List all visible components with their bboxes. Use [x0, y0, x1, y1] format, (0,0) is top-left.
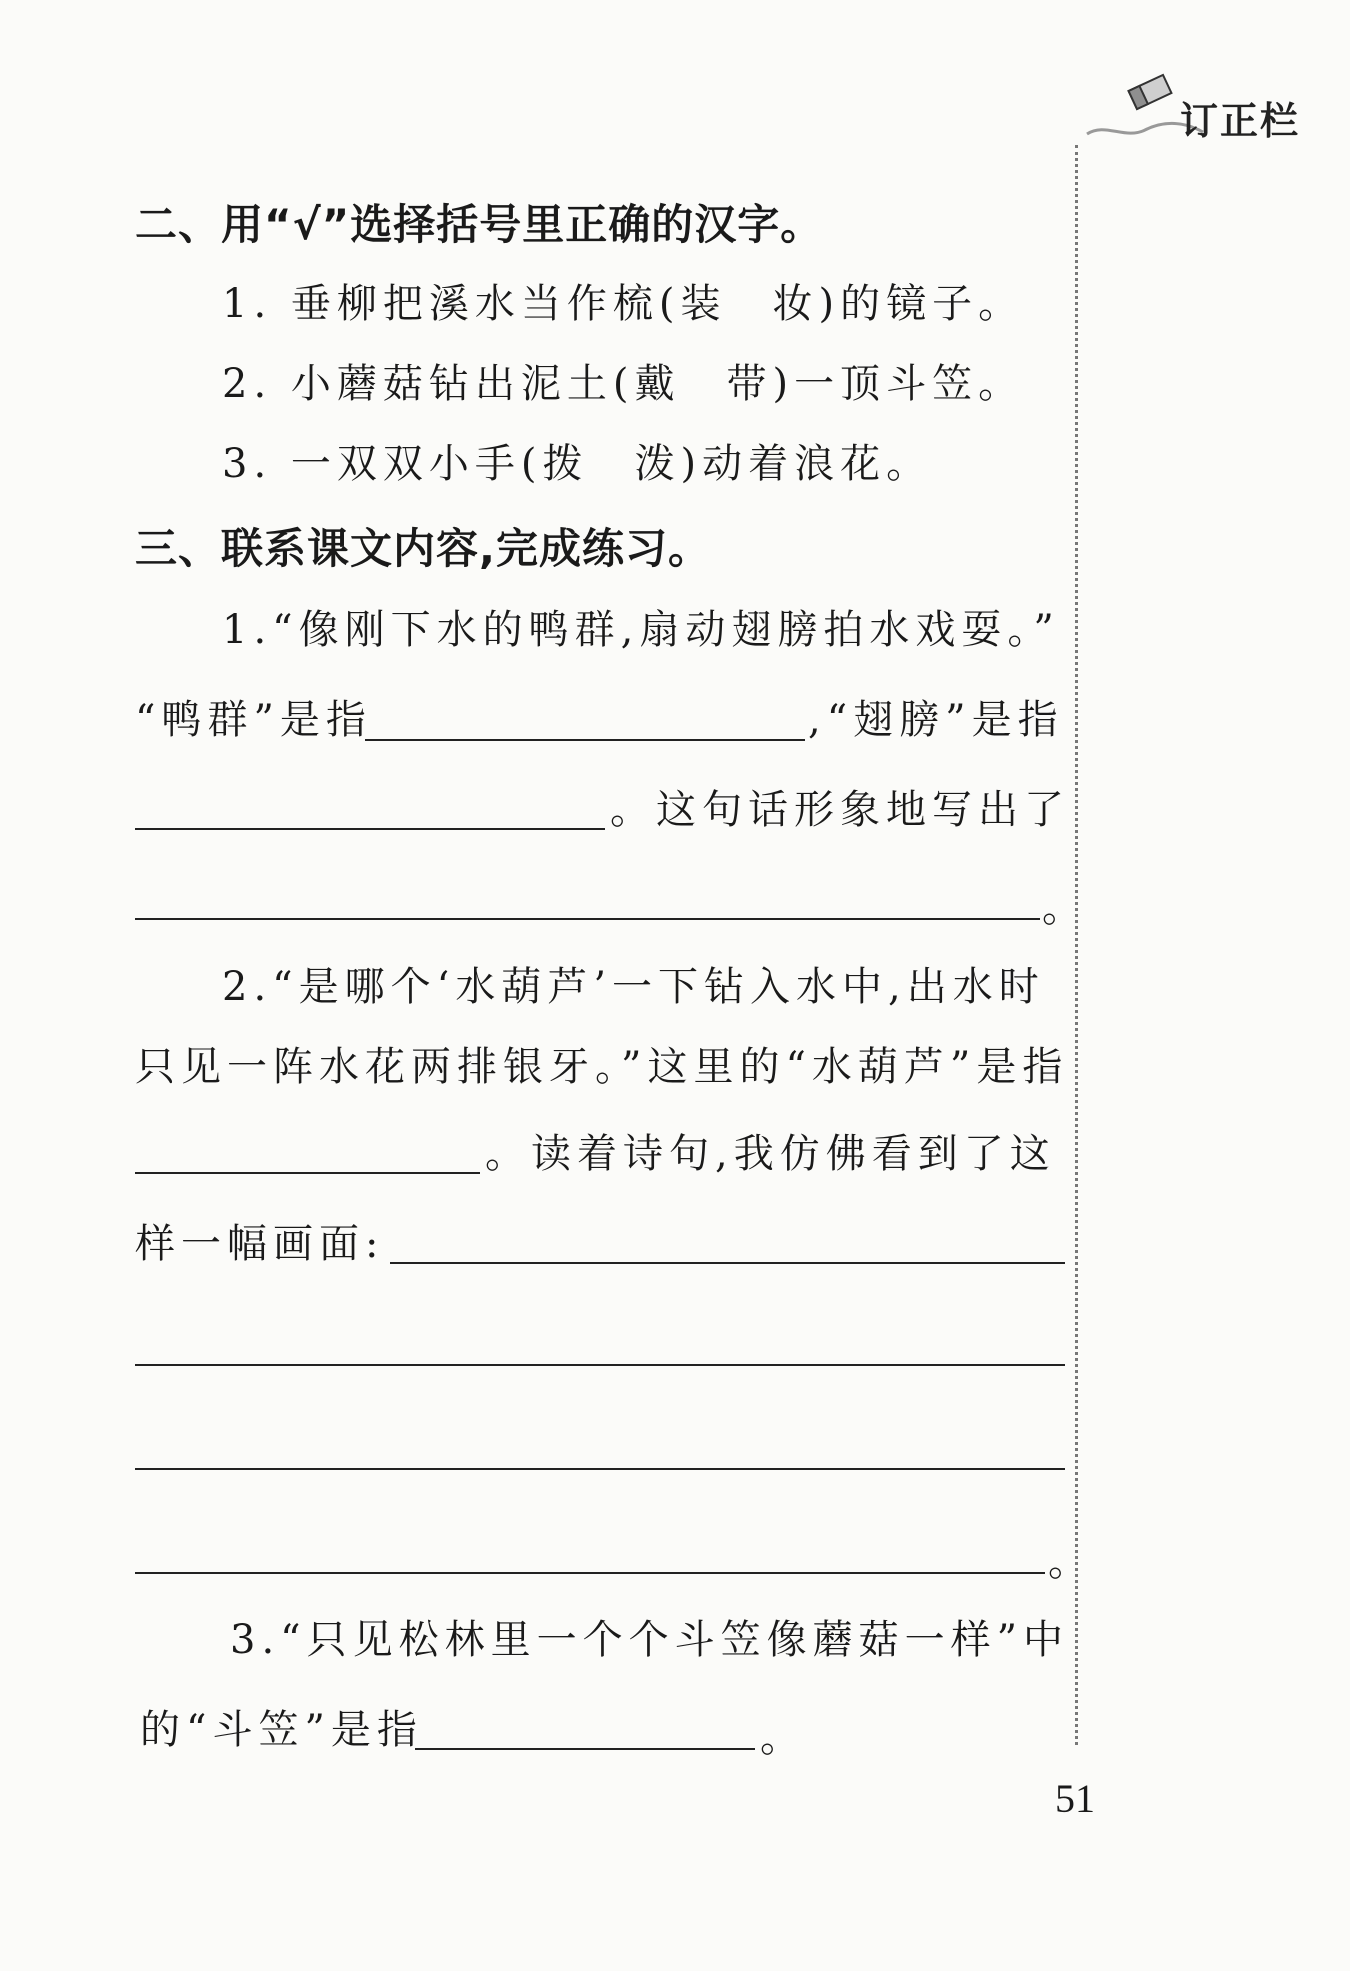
section-2-item-3: 3. 一双双小手(拨 泼)动着浪花。	[222, 441, 933, 487]
q2-blank-scene-3[interactable]	[135, 1466, 1065, 1470]
correction-column-divider	[1075, 145, 1078, 1745]
q2-period: 。	[1048, 1539, 1088, 1585]
q3-period: 。	[760, 1715, 800, 1761]
q2-quote-line-2: 只见一阵水花两排银牙。”这里的“水葫芦”是指	[135, 1044, 1069, 1090]
eraser-icon	[1125, 72, 1175, 112]
q2-line-3-label: 。读着诗句,我仿佛看到了这	[485, 1131, 1056, 1177]
q2-blank-scene-4[interactable]	[135, 1570, 1045, 1574]
q1-blank-ducks[interactable]	[365, 737, 805, 741]
page-number: 51	[1055, 1776, 1095, 1821]
section-2-title: 二、用“√”选择括号里正确的汉字。	[135, 200, 824, 249]
q1-blank-wings[interactable]	[135, 826, 605, 830]
q1-blank-describe[interactable]	[135, 916, 1040, 920]
q1-line-3-label: 。这句话形象地写出了	[610, 787, 1070, 833]
correction-column-title: 订正栏	[1180, 99, 1301, 143]
correction-column-header	[1085, 72, 1325, 142]
q3-line-2-label: 的“斗笠”是指	[140, 1707, 423, 1753]
q2-blank-scene-1[interactable]	[390, 1260, 1065, 1264]
q2-blank-scene-2[interactable]	[135, 1362, 1065, 1366]
q3-quote: 3.“只见松林里一个个斗笠像蘑菇一样”中	[230, 1617, 1070, 1663]
q3-blank-hat[interactable]	[415, 1746, 755, 1750]
q2-line-4-label: 样一幅画面:	[135, 1221, 385, 1267]
section-2-item-2: 2. 小蘑菇钻出泥土(戴 带)一顶斗笠。	[222, 361, 1025, 407]
q2-quote-line-1: 2.“是哪个‘水葫芦’一下钻入水中,出水时	[222, 964, 1045, 1010]
q1-line-2-label: “鸭群”是指	[135, 697, 372, 743]
q1-line-2-label-b: ,“翅膀”是指	[808, 697, 1064, 743]
q1-quote: 1.“像刚下水的鸭群,扇动翅膀拍水戏耍。”	[222, 607, 1060, 653]
section-2-item-1: 1. 垂柳把溪水当作梳(装 妆)的镜子。	[222, 281, 1025, 327]
q1-period: 。	[1042, 885, 1082, 931]
q2-blank-gourd[interactable]	[135, 1170, 480, 1174]
section-3-title: 三、联系课文内容,完成练习。	[135, 524, 711, 573]
